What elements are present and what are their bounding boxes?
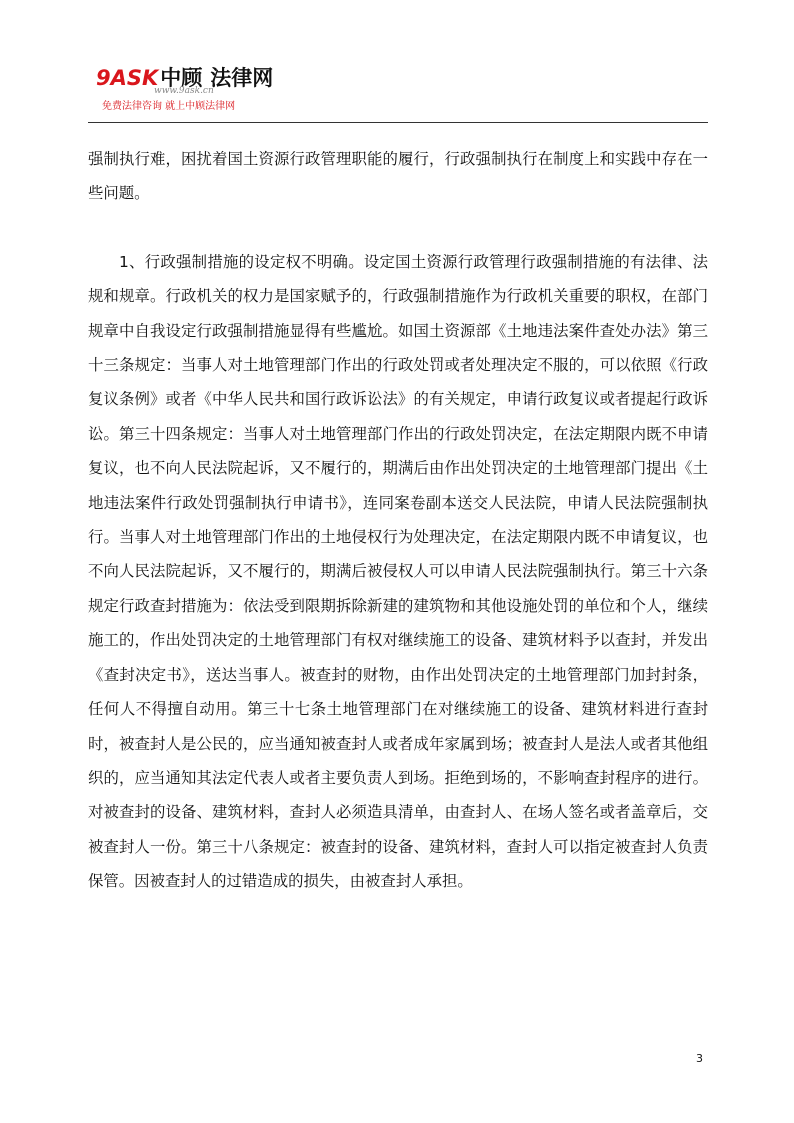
paragraph-intro: 强制执行难，困扰着国土资源行政管理职能的履行，行政强制执行在制度上和实践中存在一些问题。 — [88, 150, 708, 203]
page-header — [88, 60, 708, 123]
paragraph-spacer — [88, 211, 708, 245]
logo-ask-text: 9ASK — [96, 66, 159, 90]
logo-law-text: 法律网 — [210, 66, 274, 90]
logo-cn-text: 中顾 — [160, 66, 203, 90]
page-number: 3 — [696, 1052, 703, 1065]
logo-slogan: 免费法律咨询 就上中顾法律网 — [102, 101, 236, 112]
logo-url: www.9ask.cn — [154, 86, 214, 96]
document-body — [88, 142, 708, 899]
site-logo — [96, 62, 296, 114]
paragraph-main: 1、行政强制措施的设定权不明确。设定国土资源行政管理行政强制措施的有法律、法规和规章。行政机关的权力是国家赋予的，行政强制措施作为行政机关重要的职权，在部门规章中自我设定行政强制措施显得有些尴尬。如国土资源部《土地违法案件查处办法》第三十三条规定：当事人对土地管理部门作出的行政处罚或者处理决定不服的，可以依照《行政复议条例》或者《中华人民共和国行政诉讼法》的有关规定，申请行政复议或者提起行政诉讼。第三十四条规定：当事人对土地管理部门作出的行政处罚决定，在法定期限内既不申请复议，也不向人民法院起诉，又不履行的，期满后由作出处罚决定的土地管理部门提出《土地违法案件行政处罚强制执行申请书》，连同案卷副本送交人民法院，申请人民法院强制执行。当事人对土地管理部门作出的土地侵权行为处理决定，在法定期限内既不申请复议，也不向人民法院起诉，又不履行的，期满后被侵权人可以申请人民法院强制执行。第三十六条规定行政查封措施为：依法受到限期拆除新建的建筑物和其他设施处罚的单位和个人，继续施工的，作出处罚决定的土地管理部门有权对继续施工的设备、建筑材料予以查封，并发出《查封决定书》，送达当事人。被查封的财物，由作出处罚决定的土地管理部门加封封条，任何人不得擅自动用。第三十七条土地管理部门在对继续施工的设备、建筑材料进行查封时，被查封人是公民的，应当通知被查封人或者成年家属到场；被查封人是法人或者其他组织的，应当通知其法定代表人或者主要负责人到场。拒绝到场的，不影响查封程序的进行。对被查封的设备、建筑材料，查封人必须造具清单，由查封人、在场人签名或者盖章后，交被查封人一份。第三十八条规定：被查封的设备、建筑材料，查封人可以指定被查封人负责保管。因被查封人的过错造成的损失，由被查封人承担。 — [88, 252, 708, 891]
